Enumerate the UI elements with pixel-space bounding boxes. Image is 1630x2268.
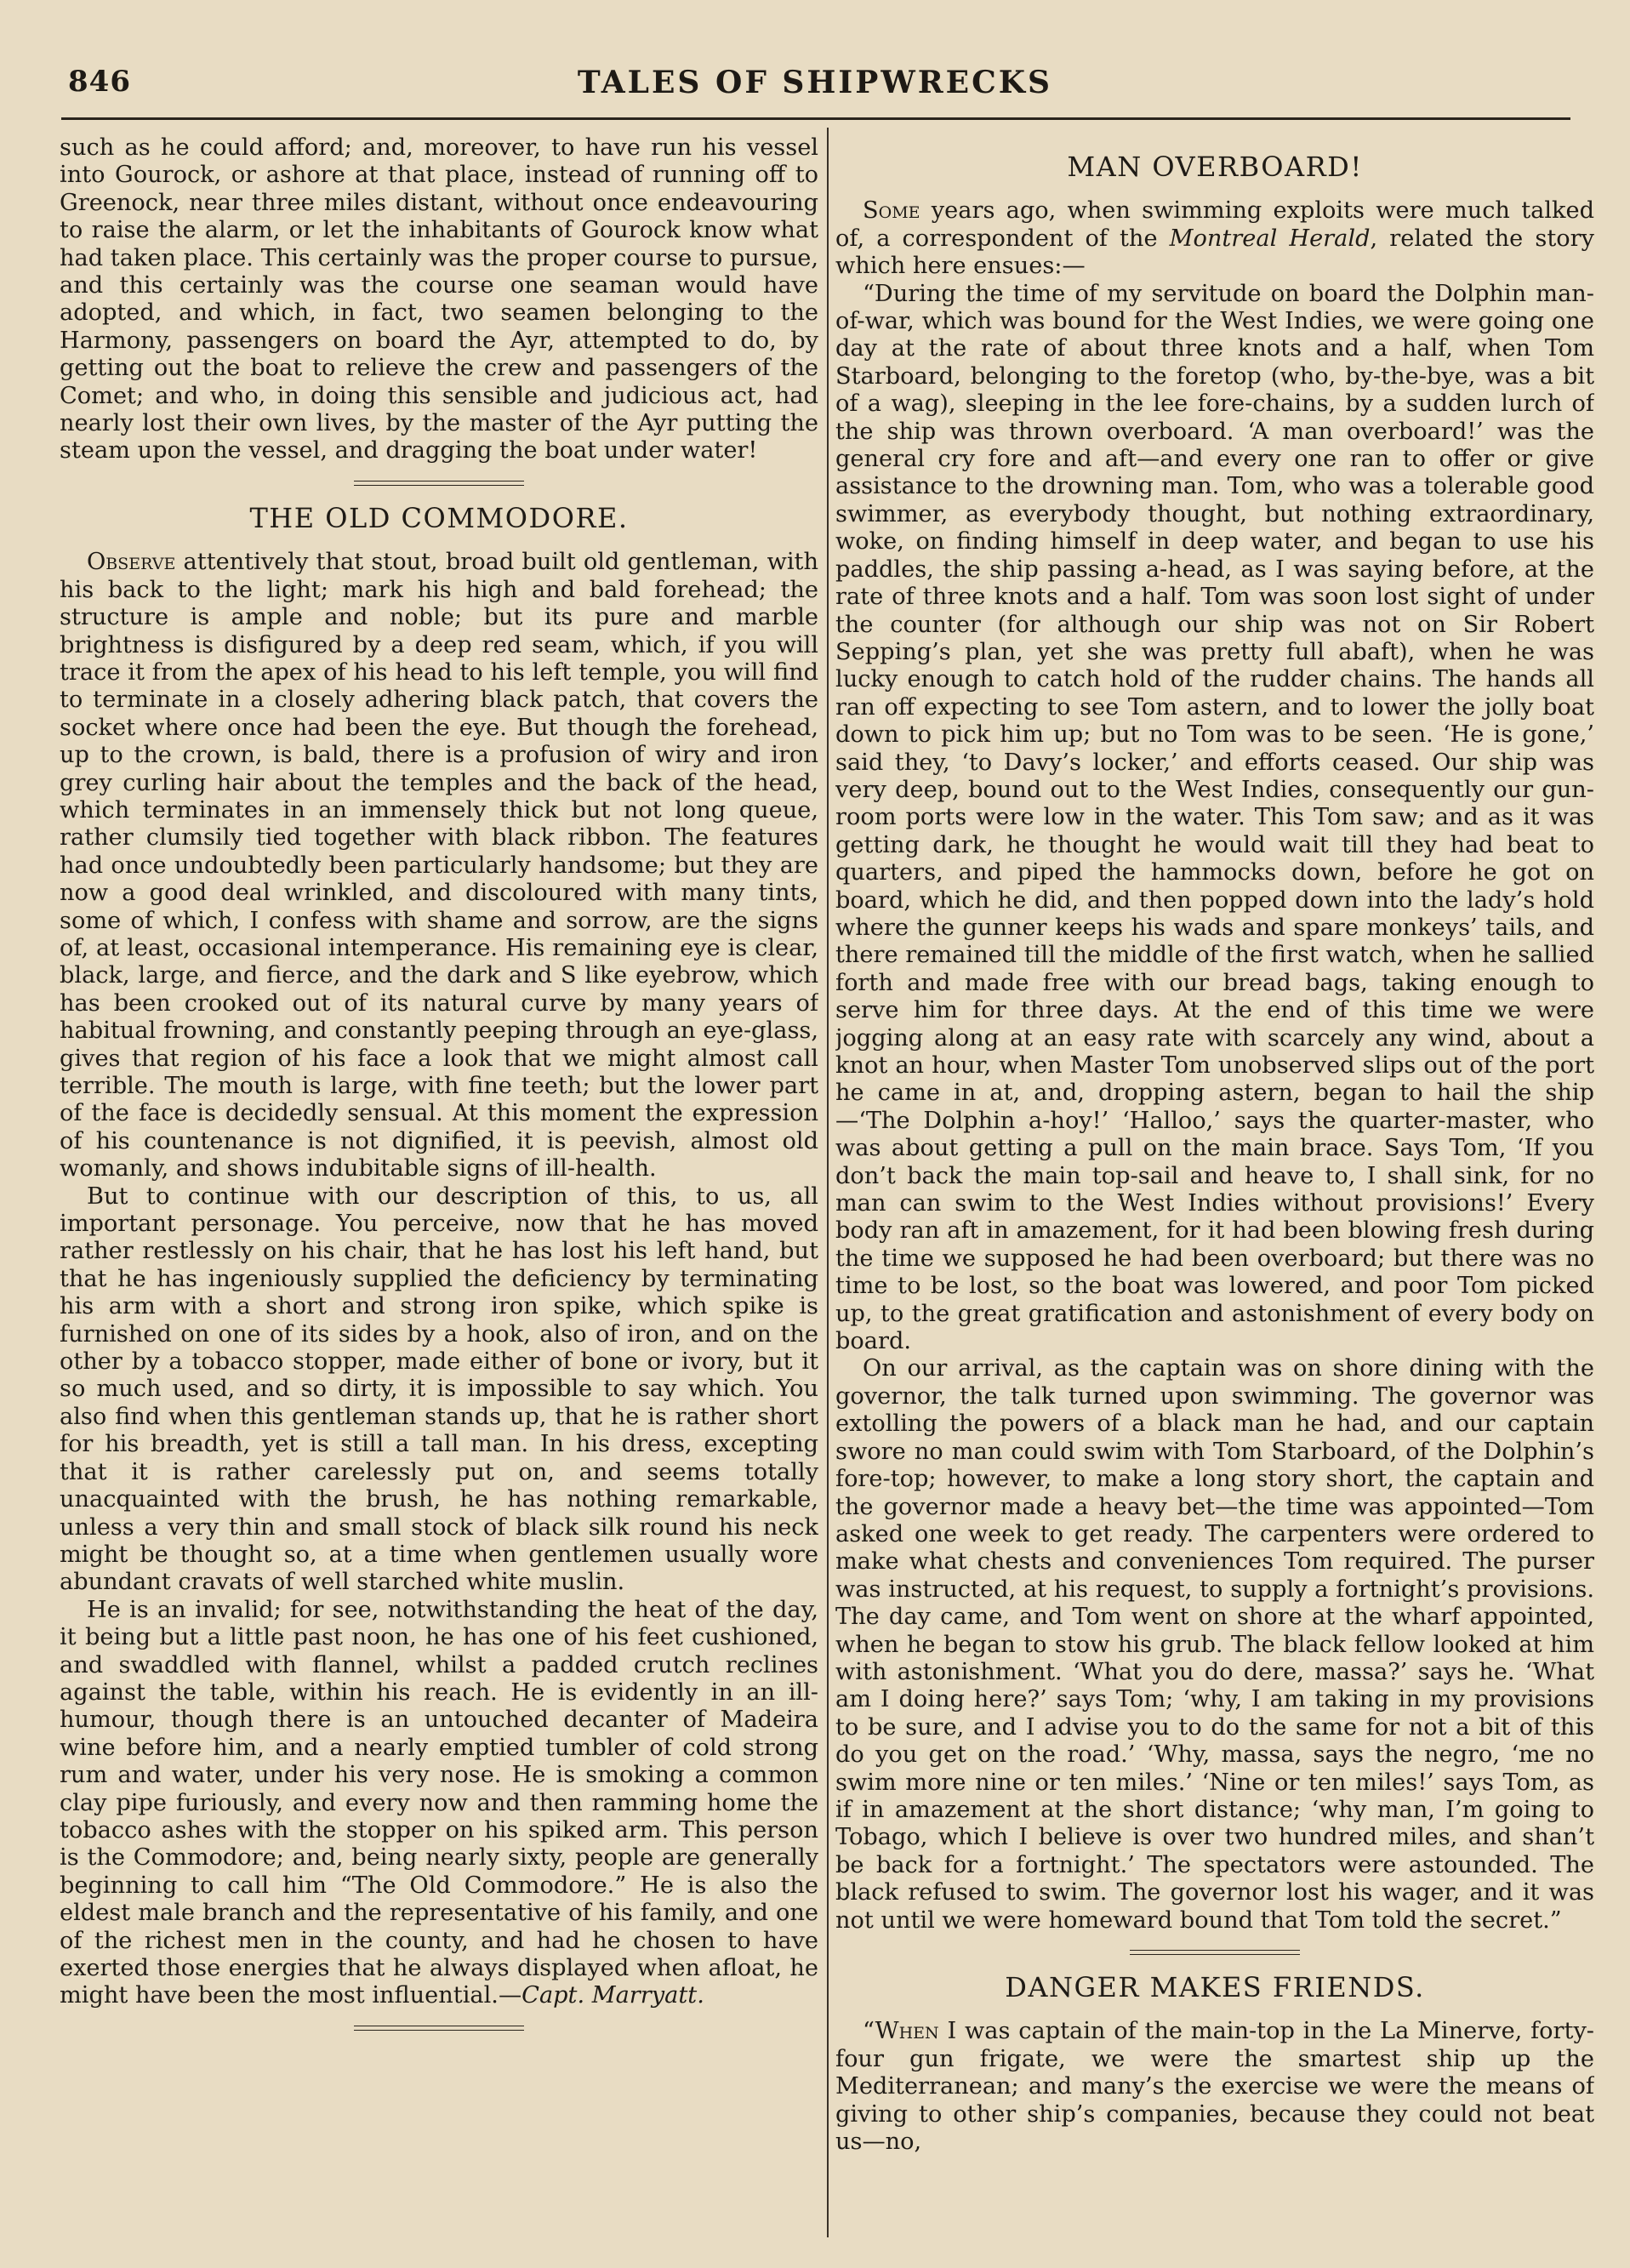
commodore-paragraph-1-text: attentively that stout, broad built old gentleman, with his back to the light; mark his high and bald forehead; the structure is ample and noble; but its pure and marble brightness is disfigured by a deep red seam, which, if you will trace it from the apex of his head to his left temple, you will find to terminate in a closely adhering black patch, that covers the socket where once had been the eye. But though the forehead, up to the crown, is bald, there is a profusion of wiry and iron grey curling hair about the temples and the back of the head, which terminates in an immensely thick but not long queue, rather clumsily tied together with black ribbon. The features had once undoubtedly been particularly handsome; but they are now a good deal wrinkled, and discoloured with many tints, some of which, I confess with shame and sorrow, are the signs of, at least, occasional intemperance. His remaining eye is clear, black, large, and fierce, and the dark and S like eyebrow, which has been crooked out of its natural curve by many years of habitual frowning, and constantly peeping through an eye-glass, gives that region of his face a look that we might almost call terrible. The mouth is large, with fine teeth; but the lower part of the face is decidedly sensual. At this moment the expression of his countenance is not dignified, it is peevish, almost old womanly, and shows indubitable signs of ill-health. bbox=[60, 549, 818, 1182]
column-divider bbox=[827, 128, 829, 2237]
signature: Capt. Marryatt. bbox=[521, 1982, 704, 2009]
right-column bbox=[835, 134, 1594, 2236]
running-title: TALES OF SHIPWRECKS bbox=[577, 65, 1053, 100]
commodore-paragraph-2: But to continue with our description of this, to us, all important personage. You perceive, now that he has moved rather restlessly on his chair, that he has lost his left hand, but that he has ingeniously supplied the deficiency by terminating his arm with a short and strong iron spike, which spike is furnished on one of its sides by a hook, also of iron, and on the other by a tobacco stopper, made either of bone or ivory, but it so much used, and so dirty, it is impossible to say which. You also find when this gentleman stands up, that he is rather short for his breadth, yet is still a tall man. In his dress, excepting that it is rather carelessly put on, and seems totally unacquainted with the brush, he has nothing remarkable, unless a very thin and small stock of black silk round his neck might be thought so, at a time when gentlemen usually wore abundant cravats of well starched white muslin. bbox=[60, 1182, 818, 1596]
danger-paragraph-1-text: I was captain of the main-top in the La Minerve, forty-four gun frigate, we were the smartest ship up the Mediterranean; and many’s the exercise we were the means of giving to other ship’s companies, because they could not beat us—no, bbox=[835, 2018, 1594, 2156]
section-divider-right bbox=[1130, 1950, 1300, 1955]
danger-heading: DANGER MAKES FRIENDS. bbox=[1005, 1971, 1425, 2003]
man-overboard-heading: MAN OVERBOARD! bbox=[1067, 151, 1363, 183]
man-overboard-intro bbox=[835, 197, 1594, 280]
commodore-heading: THE OLD COMMODORE. bbox=[249, 501, 629, 534]
man-overboard-paragraph-2: On our arrival, as the captain was on shore dining with the governor, the talk turned upon swimming. The governor was extolling the powers of a black man he had, and our captain swore no man could swim with Tom Starboard, of the Dolphin’s fore-top; however, to make a long story short, the captain and the governor made a heavy bet—the time was appointed—Tom asked one week to get ready. The carpenters were ordered to make what chests and conveniences Tom required. The purser was instructed, at his request, to supply a fortnight’s provisions. The day came, and Tom went on shore at the wharf appointed, when he began to stow his grub. The black fellow looked at him with astonishment. ‘What you do dere, massa?’ says he. ‘What am I doing here?’ says Tom; ‘why, I am taking in my provisions to be sure, and I advise you to do the same for not a bit of this do you get on the road.’ ‘Why, massa, says the negro, ‘me no swim more nine or ten miles.’ ‘Nine or ten miles!’ says Tom, as if in amazement at the short distance; ‘why man, I’m going to Tobago, which I believe is over two hundred miles, and shan’t be back for a fortnight.’ The spectators were astounded. The black refused to swim. The governor lost his wager, and it was not until we were homeward bound that Tom told the secret.” bbox=[835, 1355, 1594, 1934]
section-divider-end bbox=[354, 2026, 524, 2031]
section-divider bbox=[354, 481, 524, 486]
commodore-paragraph-3-text: He is an invalid; for see, notwithstanding the heat of the day, it being but a little past noon, he has one of his feet cushioned, and swaddled with flannel, whilst a padded crutch reclines against the table, within his reach. He is evidently in an ill-humour, though there is an untouched decanter of Madeira wine before him, and a nearly emptied tumbler of cold strong rum and water, under his very nose. He is smoking a common clay pipe furiously, and every now and then ramming home the tobacco ashes with the stopper on his spiked arm. This person is the Commodore; and, being nearly sixty, people are generally beginning to call him “The Old Commodore.” He is also the eldest male branch and the representative of his family, and one of the richest men in the county, and had he chosen to have exerted those energies that he always displayed when afloat, he might have been the most influential.— bbox=[60, 1596, 818, 2009]
continued-paragraph: such as he could afford; and, moreover, to have run his vessel into Gourock, or ashore at that place, instead of running off to Greenock, near three miles distant, without once endeavouring to raise the alarm, or let the inhabitants of Gourock know what had taken place. This certainly was the proper course to pursue, and this certainly was the course one seaman would have adopted, and which, in fact, two seamen belonging to the Harmony, passengers on board the Ayr, attempted to do, by getting out the boat to relieve the crew and passengers of the Comet; and who, in doing this sensible and judicious act, had nearly lost their own lives, by the master of the Ayr putting the steam upon the vessel, and dragging the boat under water! bbox=[60, 134, 818, 464]
newspaper-name: Montreal Herald bbox=[1169, 225, 1371, 252]
commodore-first-word: Observe bbox=[87, 549, 176, 576]
left-column bbox=[60, 134, 818, 2227]
header-rule bbox=[61, 117, 1570, 120]
commodore-paragraph-1 bbox=[60, 549, 818, 1182]
man-overboard-intro-b: , related the story which here ensues:— bbox=[835, 225, 1594, 280]
man-overboard-first-word: Some bbox=[863, 197, 920, 225]
commodore-paragraph-3 bbox=[60, 1597, 818, 2010]
page-number: 846 bbox=[68, 65, 131, 99]
man-overboard-intro-a: years ago, when swimming exploits were much talked of, a correspondent of the bbox=[835, 197, 1594, 252]
danger-paragraph-1 bbox=[835, 2018, 1594, 2156]
danger-first-word: “When bbox=[863, 2018, 939, 2045]
man-overboard-paragraph-1: “During the time of my servitude on board the Dolphin man-of-war, which was bound for the West Indies, we were going one day at the rate of about three knots and a half, when Tom Starboard, belonging to the foretop (who, by-the-bye, was a bit of a wag), sleeping in the lee fore-chains, by a sudden lurch of the ship was thrown overboard. ‘A man overboard!’ was the general cry fore and aft—and every one ran to offer or give assistance to the drowning man. Tom, who was a tolerable good swimmer, as everybody thought, but nothing extraordinary, woke, on finding himself in deep water, and began to use his paddles, the ship passing a-head, as I was saying before, at the rate of three knots and a half. Tom was soon lost sight of under the counter (for although our ship was not on Sir Robert Sepping’s plan, yet she was pretty full abaft), when he was lucky enough to catch hold of the rudder chains. The hands all ran off expecting to see Tom astern, and to lower the jolly boat down to pick him up; but no Tom was to be seen. ‘He is gone,’ said they, ‘to Davy’s locker,’ and efforts ceased. Our ship was very deep, bound out to the West Indies, consequently our gun-room ports were low in the water. This Tom saw; and as it was getting dark, he thought he would wait till they had beat to quarters, and piped the hammocks down, before he got on board, which he did, and then popped down into the lady’s hold where the gunner keeps his wads and spare monkeys’ tails, and there remained till the middle of the first watch, when he sallied forth and made free with our bread bags, taking enough to serve him for three days. At the end of this time we were jogging along at an easy rate with scarcely any wind, about a knot an hour, when Master Tom unobserved slips out of the port he came in at, and, dropping astern, began to hail the ship—‘The Dolphin a-hoy!’ ‘Halloo,’ says the quarter-master, who was about getting a pull on the main brace. Says Tom, ‘If you don’t back the main top-sail and heave to, I shall sink, for no man can swim to the West Indies without provisions!’ Every body ran aft in amazement, for it had been blowing fresh during the time we supposed he had been overboard; but there was no time to be lost, so the boat was lowered, and poor Tom picked up, to the great gratification and astonishment of every body on board. bbox=[835, 280, 1594, 1355]
